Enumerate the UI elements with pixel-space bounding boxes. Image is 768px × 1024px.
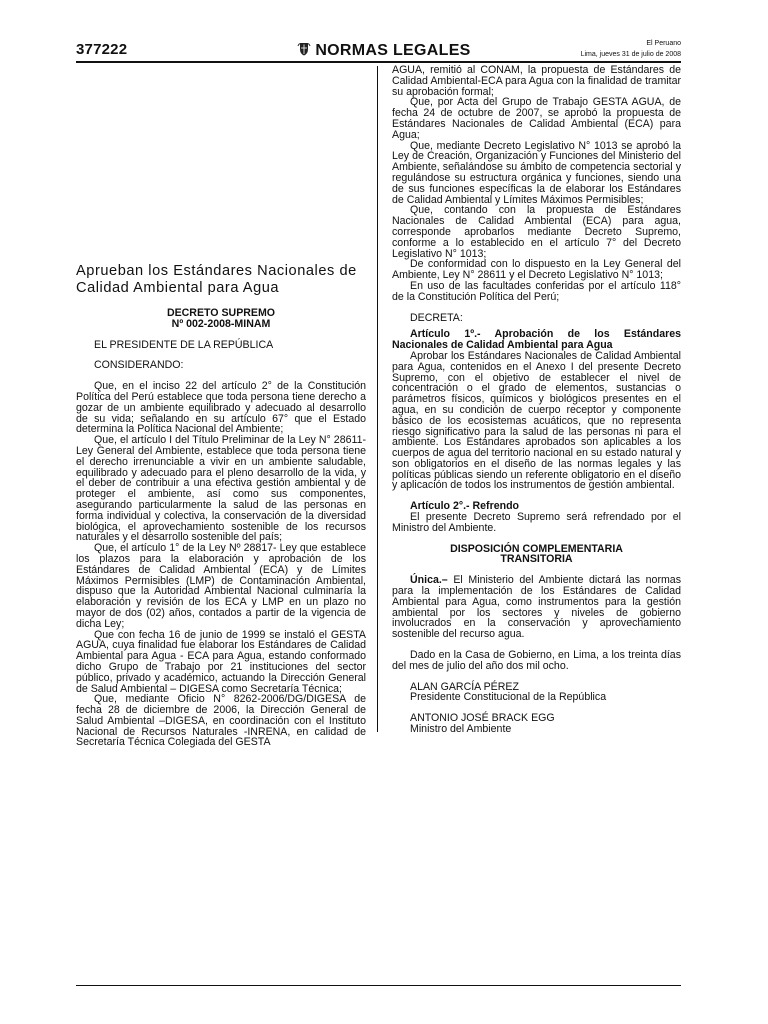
paragraph: Que, mediante Decreto Legislativo N° 1013 se aprobó la Ley de Creación, Organización y Funciones del Ministerio del Ambiente, señalándose su ámbito de competencia sectorial y regulándose su estructura orgánica y funciones, siendo una de sus funciones específicas la de elaborar los Estándares de Calidad Ambiental y Límites Máximos Permisibles; [392, 139, 681, 206]
left-column [76, 263, 366, 748]
header-rule [76, 61, 681, 63]
signatory-2-name: ANTONIO JOSÉ BRACK EGG [410, 712, 555, 725]
column-separator [377, 66, 378, 732]
page-number: 377222 [76, 41, 128, 58]
signatory-1-name: ALAN GARCÍA PÉREZ [410, 680, 519, 693]
coat-of-arms-icon [297, 42, 311, 56]
footer-rule [76, 985, 681, 986]
unica-body: El Ministerio del Ambiente dictará las normas para la implementación de los Estándares de Calidad Ambiental para Agua, como instrumentos para la gestión ambiental por los sectores y niveles de gobierno involucrados en la conservación y aprovechamiento sostenible del recurso agua. [392, 574, 681, 641]
paragraph: Que, mediante Oficio N° 8262-2006/DG/DIGESA de fecha 28 de diciembre de 2006, la Dirección General de Salud Ambiental –DIGESA, en coordinación con el Instituto Nacional de Recursos Naturales -INRENA, en calidad de Secretaría Técnica Colegiada del GESTA [76, 693, 366, 749]
signatory-2-role: Ministro del Ambiente [410, 723, 512, 736]
paragraph: AGUA, remitió al CONAM, la propuesta de Estándares de Calidad Ambiental-ECA para Agua con la finalidad de tramitar su aprobación formal; [392, 64, 681, 98]
publication-date: Lima, jueves 31 de julio de 2008 [580, 51, 681, 58]
article-2-body: El presente Decreto Supremo será refrendado por el Ministro del Ambiente. [392, 511, 681, 534]
paragraph: De conformidad con lo dispuesto en la Ley General del Ambiente, Ley N° 28611 y el Decreto Legislativo N° 1013; [392, 258, 681, 282]
section-name: NORMAS LEGALES [315, 42, 471, 59]
paragraph: Que con fecha 16 de junio de 1999 se instaló el GESTA AGUA, cuya finalidad fue elaborar los Estándares de Calidad Ambiental para Agua - ECA para Agua, estando conformado dicho Grupo de Trabajo por 21 instituciones del sector público, privado y académico, actuando la Dirección General de Salud Ambiental – DIGESA como Secretaría Técnica; [76, 628, 366, 695]
considerando-heading: CONSIDERANDO: [94, 359, 184, 372]
unica-paragraph [392, 575, 681, 640]
decreta-heading: DECRETA: [410, 311, 463, 324]
document-title: Aprueban los Estándares Nacionales de Calidad Ambiental para Agua [76, 263, 357, 296]
disposition-heading: DISPOSICIÓN COMPLEMENTARIA [450, 542, 623, 555]
paragraph: Que, el artículo 1° de la Ley Nº 28817- Ley que establece los plazos para la elaboración y aprobación de los Estándares de Calidad Ambiental (ECA) y de Límites Máximos Permisibles (LMP) de Contaminación Ambiental, dispuso que la Autoridad Ambiental Nacional culminaría la elaboración y revisión de los ECA y LMP en un plazo no mayor de dos (02) años, contados a partir de la vigencia de dicha Ley; [76, 542, 366, 630]
signatory-1-role: Presidente Constitucional de la República [410, 691, 607, 704]
publication-name: El Peruano [646, 40, 681, 47]
paragraph: Que, el artículo I del Título Preliminar de la Ley N° 28611- Ley General del Ambiente, establece que toda persona tiene el derecho irrenunciable a vivir en un ambiente saludable, equilibrado y adecuado para el pleno desarrollo de la vida, y el deber de contribuir a una efectiva gestión ambiental y de proteger el ambiente, así como sus componentes, asegurando particularmente la salud de las personas en forma individual y colectiva, la conservación de la diversidad biológica, el aprovechamiento sostenible de los recursos naturales y el desarrollo sostenible del país; [76, 434, 366, 544]
unica-label: Única.– [410, 574, 448, 587]
article-2-title: Artículo 2°.- Refrendo [410, 500, 520, 513]
disposition-subheading: TRANSITORIA [500, 553, 573, 566]
paragraph: Que, en el inciso 22 del artículo 2° de la Constitución Política del Perú establece que toda persona tiene derecho a gozar de un ambiente equilibrado y adecuado al desarrollo de su vida; señalando en su artículo 67° que el Estado determina la Política Nacional del Ambiente; [76, 380, 366, 436]
article-1-title: Artículo 1º.- Aprobación de los Estándares Nacionales de Calidad Ambiental para Agua [392, 328, 681, 352]
paragraph: Que, contando con la propuesta de Estándares Nacionales de Calidad Ambiental (ECA) para agua, corresponde aprobarlos mediante Decreto Supremo, conforme a lo establecido en el artículo 7° del Decreto Legislativo N° 1013; [392, 204, 681, 260]
decree-type: DECRETO SUPREMO [166, 307, 276, 319]
decree-number: Nº 002-2008-MINAM [171, 317, 271, 330]
paragraph: En uso de las facultades conferidas por el artículo 118° de la Constitución Política del Perú; [392, 279, 681, 303]
dado-paragraph: Dado en la Casa de Gobierno, en Lima, a los treinta días del mes de julio del año dos mil ocho. [392, 649, 681, 672]
right-column [392, 65, 681, 735]
article-1-body: Aprobar los Estándares Nacionales de Calidad Ambiental para Agua, contenidos en el Anexo I del presente Decreto Supremo, con el objetivo de establecer el nivel de concentración o el grado de elementos, sustancias o parámetros físicos, químicos y biológicos presentes en el agua, en su condición de cuerpo receptor y componente básico de los ecosistemas acuáticos, que no representa riesgo significativo para la salud de las personas ni para el ambiente. Los Estándares aprobados son aplicables a los cuerpos de agua del territorio nacional en su estado natural y son obligatorios en el diseño de las normas legales y las políticas públicas siendo un referente obligatorio en el diseño y aplicación de todos los instrumentos de gestión ambiental. [392, 349, 681, 492]
paragraph: Que, por Acta del Grupo de Trabajo GESTA AGUA, de fecha 24 de octubre de 2007, se aprobó la propuesta de Estándares Nacionales de Calidad Ambiental (ECA) para Agua; [392, 96, 681, 141]
president-heading: EL PRESIDENTE DE LA REPÚBLICA [94, 338, 274, 351]
